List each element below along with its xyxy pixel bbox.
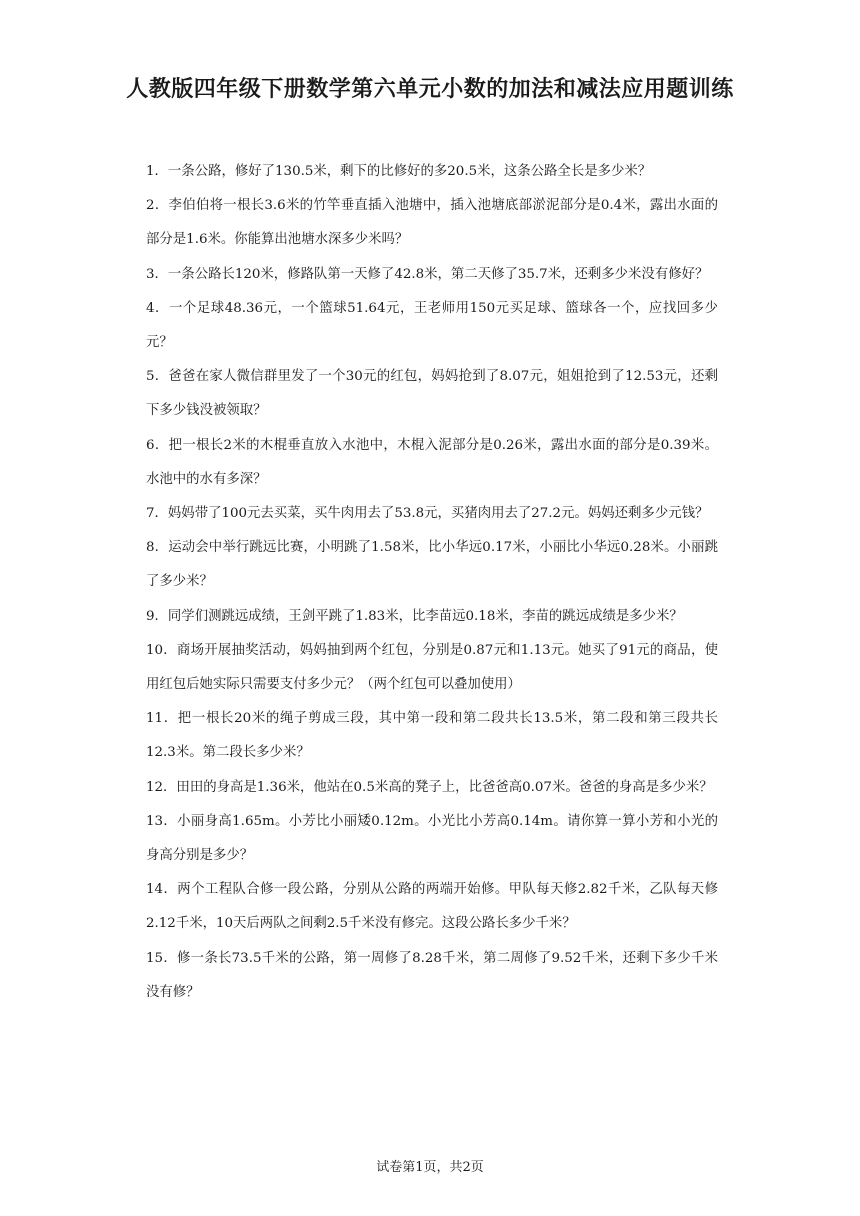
question-item: 4．一个足球48.36元，一个篮球51.64元，王老师用150元买足球、篮球各一个，应找回多少元？ [146,300,718,351]
question-item: 14．两个工程队合修一段公路，分别从公路的两端开始修。甲队每天修2.82千米，乙队每天修2.12千米，10天后两队之间剩2.5千米没有修完。这段公路长多少千米？ [146,882,718,932]
page-title: 人教版四年级下册数学第六单元小数的加法和减法应用题训练 [126,76,734,102]
question-item: 12．田田的身高是1.36米，他站在0.5米高的凳子上，比爸爸高0.07米。爸爸的身高是多少米？ [146,779,713,795]
question-item: 1．一条公路，修好了130.5米，剩下的比修好的多20.5米，这条公路全长是多少米？ [146,164,652,179]
question-item: 5．爸爸在家人微信群里发了一个30元的红包，妈妈抢到了8.07元，姐姐抢到了12.53元，还剩下多少钱没被领取？ [146,369,718,419]
question-list [146,155,718,1010]
question-item: 11．把一根长20米的绳子剪成三段，其中第一段和第二段共长13.5米，第二段和第三段共长12.3米。第二段长多少米？ [146,711,718,761]
page-footer: 试卷第1页，共2页 [376,1160,484,1175]
question-item: 3．一条公路长120米，修路队第一天修了42.8米，第二天修了35.7米，还剩多少米没有修好？ [146,266,709,282]
question-item: 2．李伯伯将一根长3.6米的竹竿垂直插入池塘中，插入池塘底部淤泥部分是0.4米，露出水面的部分是1.6米。你能算出池塘水深多少米吗？ [146,198,718,248]
question-item: 13．小丽身高1.65m。小芳比小丽矮0.12m。小光比小芳高0.14m。请你算一算小芳和小光的身高分别是多少？ [146,813,718,864]
question-item: 7．妈妈带了100元去买菜，买牛肉用去了53.8元，买猪肉用去了27.2元。妈妈还剩多少元钱？ [146,506,709,522]
question-item: 8．运动会中举行跳远比赛，小明跳了1.58米，比小华远0.17米，小丽比小华远0.28米。小丽跳了多少米？ [146,540,718,590]
question-item: 9．同学们测跳远成绩，王剑平跳了1.83米，比李苗远0.18米，李苗的跳远成绩是多少米？ [146,608,683,624]
question-item: 15．修一条长73.5千米的公路，第一周修了8.28千米，第二周修了9.52千米，还剩下多少千米没有修？ [146,950,718,1000]
question-item: 10．商场开展抽奖活动，妈妈抽到两个红包，分别是0.87元和1.13元。她买了91元的商品，使用红包后她实际只需要支付多少元？（两个红包可以叠加使用） [146,642,718,693]
question-item: 6．把一根长2米的木棍垂直放入水池中，木棍入泥部分是0.26米，露出水面的部分是0.39米。水池中的水有多深？ [146,437,718,487]
